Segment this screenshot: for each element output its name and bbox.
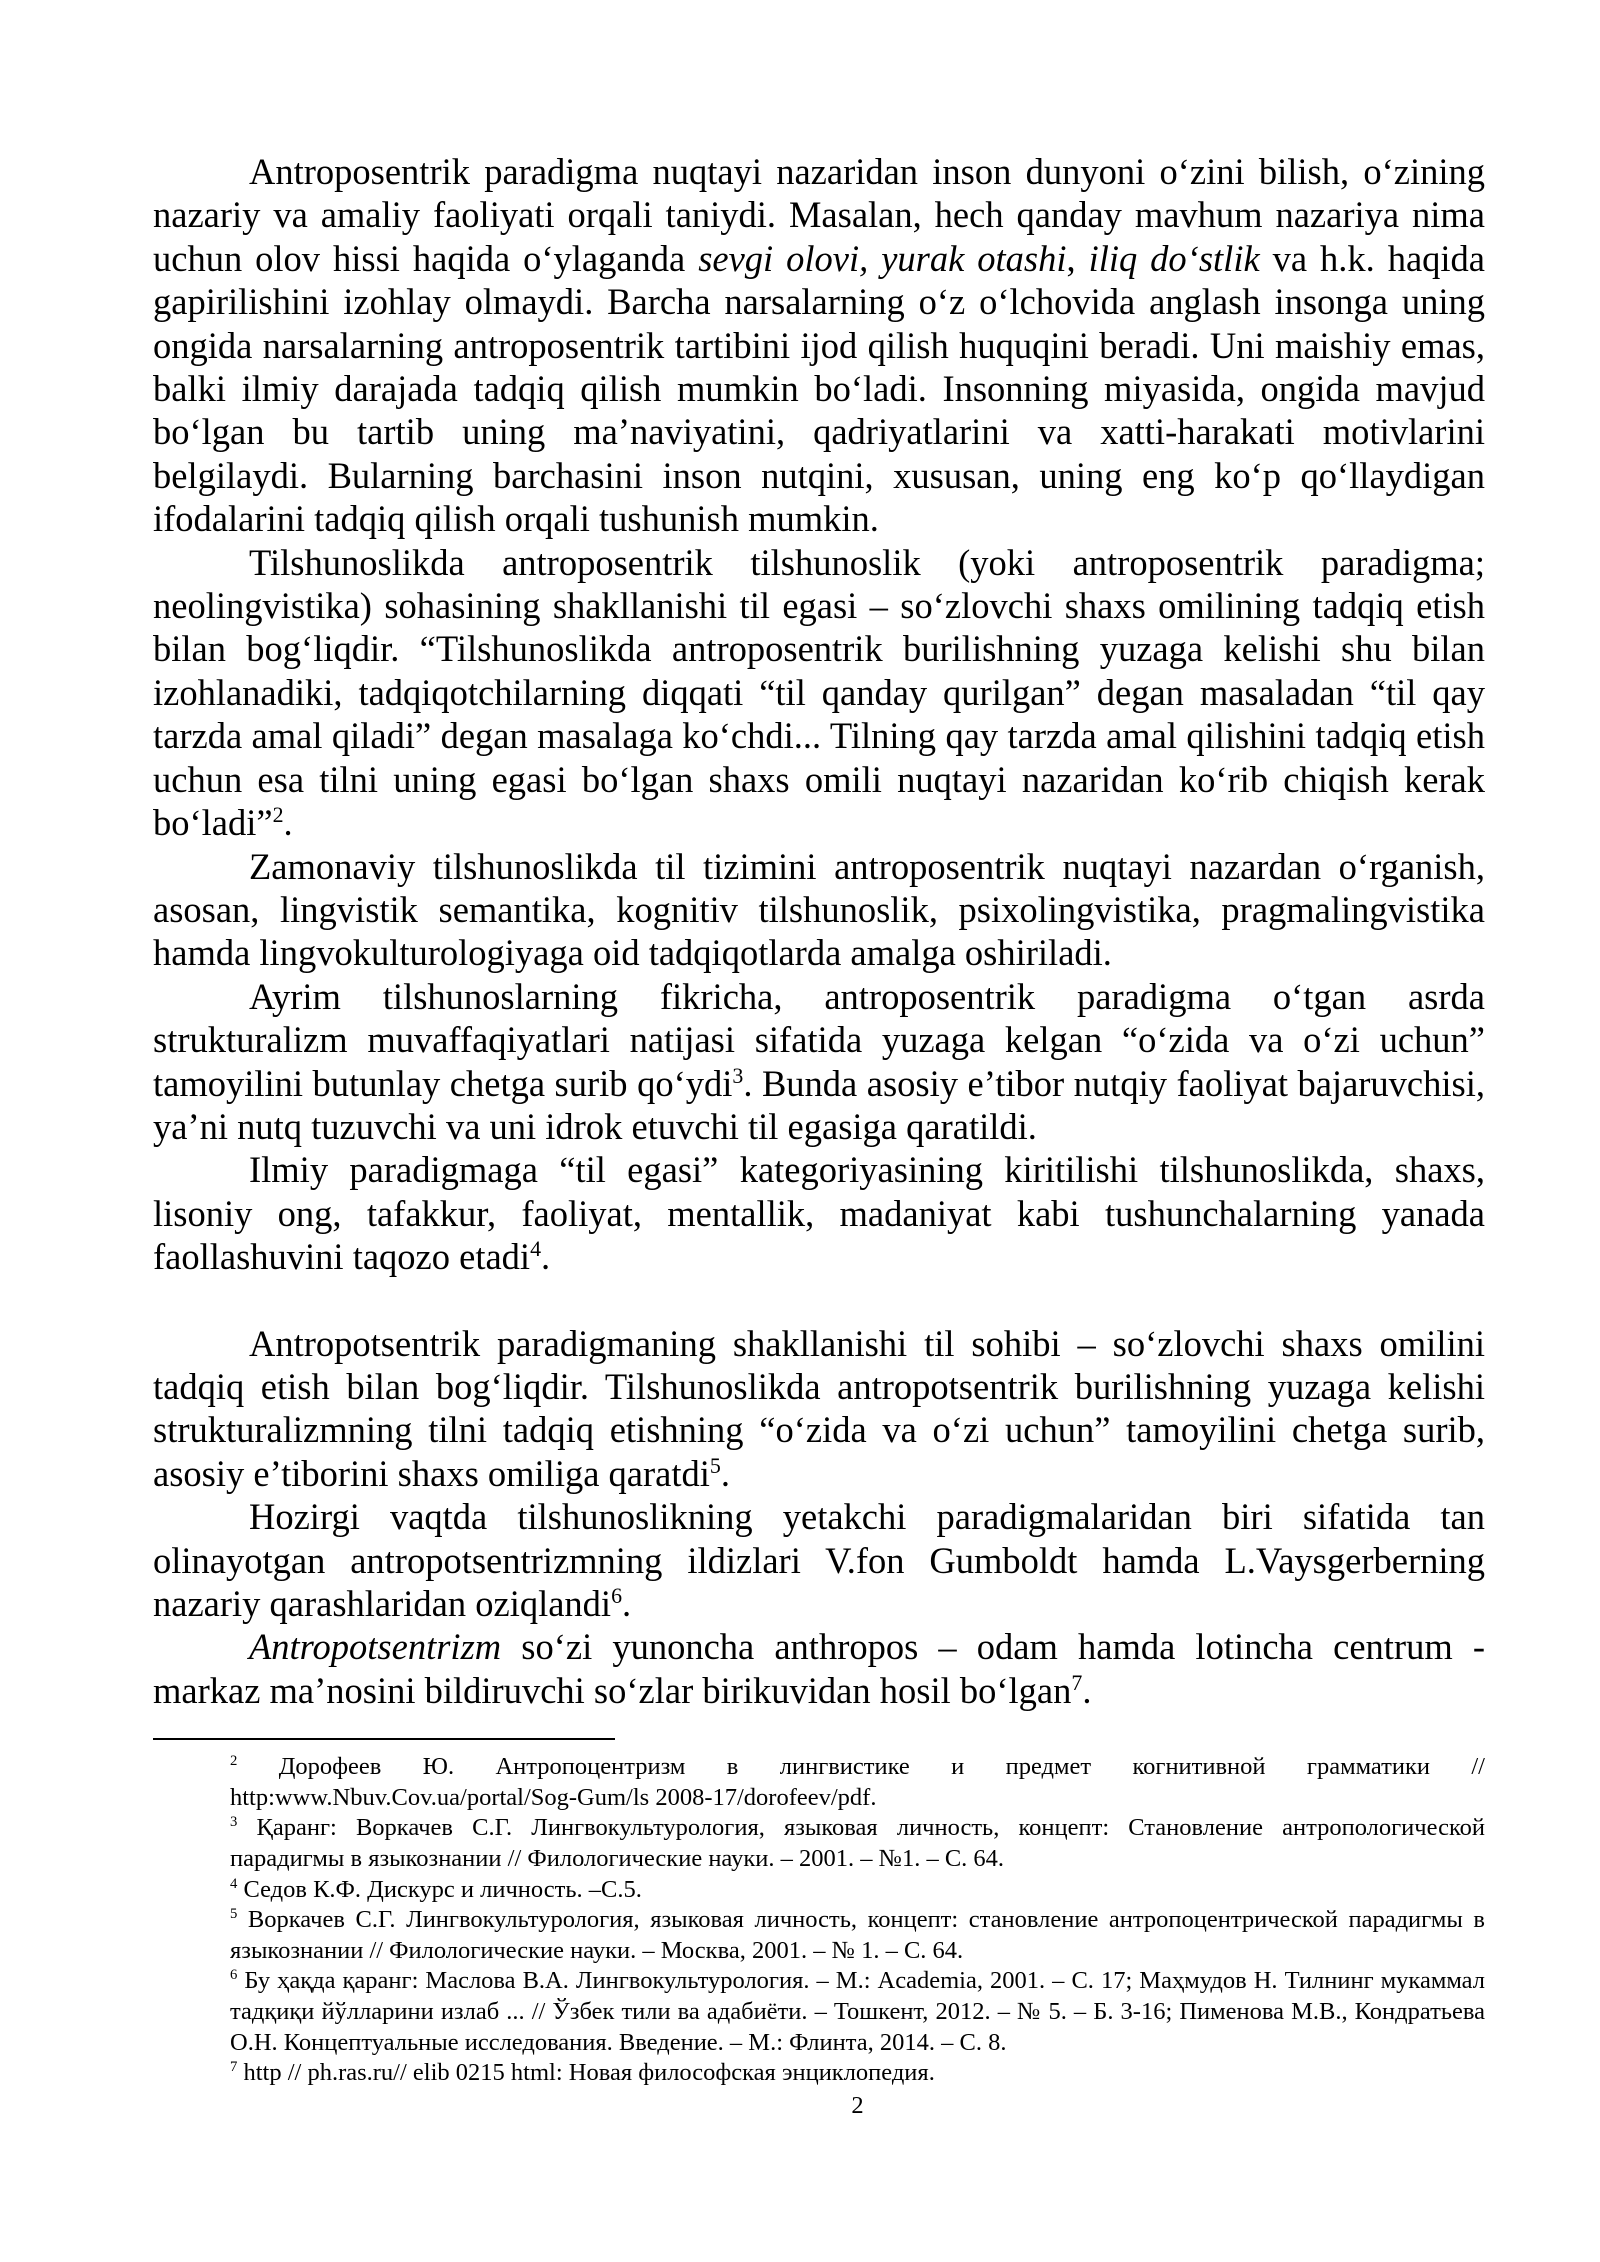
footnote-reference: 2 bbox=[272, 801, 284, 827]
paragraph bbox=[153, 845, 1485, 975]
footnote-number: 3 bbox=[230, 1814, 238, 1831]
text-run: Hozirgi vaqtda tilshunoslikning yetakchi paradigmalaridan biri sifatida tan olinayotgan antropotsentrizmning ildizlari V.fon Gumboldt hamda L.Vaysgerberning nazariy qarashlaridan oziqlandi bbox=[153, 1496, 1485, 1624]
italic-term: iliq do‘stlik bbox=[1088, 237, 1260, 279]
text-run: Zamonaviy tilshunoslikda til tizimini antroposentrik nuqtayi nazardan o‘rganish, asosan, lingvistik semantika, kognitiv tilshunoslik, psixolingvistika, pragmalingvistika hamda lingvokulturologiyaga oid tadqiqotlarda amalga oshiriladi. bbox=[153, 845, 1485, 974]
paragraph bbox=[153, 1322, 1485, 1496]
footnote-reference: 6 bbox=[611, 1582, 623, 1608]
paragraph bbox=[153, 1148, 1485, 1278]
paragraph bbox=[153, 975, 1485, 1149]
text-run: so‘zi yunoncha anthropos – odam hamda lotincha centrum - markaz ma’nosini bildiruvchi so‘zlar birikuvidan hosil bo‘lgan bbox=[153, 1626, 1485, 1711]
footnote-separator bbox=[153, 1738, 615, 1740]
footnote-reference: 7 bbox=[1071, 1669, 1083, 1695]
paragraph bbox=[153, 1495, 1485, 1625]
page-number: 2 bbox=[851, 2091, 864, 2119]
italic-term: Antropotsentrizm bbox=[249, 1626, 502, 1668]
footnote bbox=[230, 1875, 1485, 1906]
italic-term: sevgi olovi, yurak otashi bbox=[698, 237, 1067, 279]
footnote-number: 4 bbox=[230, 1875, 238, 1892]
text-run: Antroposentrik paradigma nuqtayi nazaridan inson dunyoni o‘zini bilish, o‘zining nazariy va amaliy faoliyati orqali taniydi. Masalan, hech qanday mavhum nazariya nima uchun olov hissi haqida o‘ylaganda bbox=[153, 151, 1485, 279]
footnote-text: Воркачев С.Г. Лингвокультурология, языковая личность, концепт: становление антропоцентрической парадигмы в языкознании // Филологические науки. – Москва, 2001. – № 1. – С. 64. bbox=[230, 1906, 1485, 1964]
text-run: Ayrim tilshunoslarning fikricha, antroposentrik paradigma o‘tgan asrda strukturalizm muvaffaqiyatlari natijasi sifatida yuzaga kelgan “o‘zida va o‘zi uchun” tamoyilini butunlay chetga surib qo‘ydi bbox=[153, 975, 1485, 1104]
footnote-number: 5 bbox=[230, 1906, 238, 1923]
footnote bbox=[230, 1752, 1485, 1813]
footnote-text: Қаранг: Воркачев С.Г. Лингвокультурология, языковая личность, концепт: Становление антропологической парадигмы в языкознании // Филологические науки. – 2001. – №1. – С. 64. bbox=[230, 1814, 1485, 1872]
text-run: . bbox=[720, 1452, 730, 1494]
footnote bbox=[230, 1966, 1485, 2058]
footnote-reference: 5 bbox=[709, 1452, 721, 1478]
text-run: Antropotsentrik paradigmaning shakllanishi til sohibi – so‘zlovchi shaxs omilini tadqiq etish bilan bog‘liqdir. Tilshunoslikda antropotsentrik burilishning yuzaga kelishi strukturalizmning tilni tadqiq etishning “o‘zida va o‘zi uchun” tamoyilini chetga surib, asosiy e’tiborini shaxs omiliga qaratdi bbox=[153, 1322, 1485, 1494]
footnote-reference: 4 bbox=[530, 1236, 542, 1261]
paragraph bbox=[153, 541, 1485, 845]
footnotes bbox=[153, 1752, 1485, 2089]
text-run: Ilmiy paradigmaga “til egasi” kategoriyasining kiritilishi tilshunoslikda, shaxs, lisoniy ong, tafakkur, faoliyat, mentallik, madaniyat kabi tushunchalarning yanada faollashuvini taqozo etadi bbox=[153, 1149, 1485, 1278]
footnote bbox=[230, 1813, 1485, 1874]
document-page bbox=[153, 150, 1485, 2121]
body-text bbox=[153, 150, 1485, 1712]
footnote-reference: 3 bbox=[732, 1062, 744, 1088]
footnote-text: Дорофеев Ю. Антропоцентризм в лингвистике и предмет когнитивной грамматики // http:www.Nbuv.Cov.ua/portal/Sog-Gum/ls 2008-17/dorofeev/pdf. bbox=[230, 1753, 1485, 1811]
text-run: , bbox=[1066, 237, 1089, 279]
footnote-text: Седов К.Ф. Дискурс и личность. –С.5. bbox=[237, 1875, 642, 1903]
footnote bbox=[230, 1905, 1485, 1966]
footnote-text: Бу ҳақда қаранг: Маслова В.А. Лингвокультурология. – М.: Academia, 2001. – С. 17; Маҳмудов Н. Тилнинг мукаммал тадқиқи йўлларини излаб ... // Ўзбек тили ва адабиёти. – Тошкент, 2012. – № 5. – Б. 3-16; Пименова М.В., Кондратьева О.Н. Концептуальные исследования. Введение. – М.: Флинта, 2014. – С. 8. bbox=[230, 1967, 1485, 2056]
footnote-number: 6 bbox=[230, 1967, 238, 1984]
footnote-number: 7 bbox=[230, 2059, 238, 2075]
text-run: . bbox=[622, 1583, 632, 1624]
text-run: . Bunda asosiy e’tibor nutqiy faoliyat bajaruvchisi, ya’ni nutq tuzuvchi va uni idrok etuvchi til egasiga qaratildi. bbox=[153, 1062, 1485, 1147]
text-run: Tilshunoslikda antroposentrik tilshunoslik (yoki antroposentrik paradigma; neolingvistika) sohasining shakllanishi til egasi – so‘zlovchi shaxs omilining tadqiq etish bilan bog‘liqdir. “Tilshunoslikda antroposentrik burilishning yuzaga kelishi shu bilan izohlanadiki, tadqiqotchilarning diqqati “til qanday qurilgan” degan masaladan “til qay tarzda amal qiladi” degan masalaga ko‘chdi... Tilning qay tarzda amal qilishini tadqiq etish uchun esa tilni uning egasi bo‘lgan shaxs omili nuqtayi nazaridan ko‘rib chiqish kerak bo‘ladi” bbox=[153, 541, 1485, 844]
paragraph bbox=[153, 150, 1485, 541]
text-run: . bbox=[1082, 1669, 1092, 1711]
footnote-number: 2 bbox=[230, 1753, 238, 1770]
text-run: va h.k. haqida gapirilishini izohlay olmaydi. Barcha narsalarning o‘z o‘lchovida anglash insonga uning ongida narsalarning antroposentrik tartibini ijod qilish huquqini beradi. Uni maishiy emas, balki ilmiy darajada tadqiq qilish mumkin bo‘ladi. Insonning miyasida, ongida mavjud bo‘lgan bu tartib uning ma’naviyatini, qadriyatlarini va xatti-harakati motivlarini belgilaydi. Bularning barchasini inson nutqini, xususan, uning eng ko‘p qo‘llaydigan ifodalarini tadqiq qilish orqali tushunish mumkin. bbox=[153, 237, 1485, 540]
footnote-text: http // ph.ras.ru// elib 0215 html: Новая философская энциклопедия. bbox=[237, 2059, 935, 2087]
paragraph bbox=[153, 1625, 1485, 1712]
text-run: . bbox=[541, 1236, 551, 1278]
text-run: . bbox=[283, 802, 293, 844]
footnote bbox=[230, 2058, 1485, 2089]
